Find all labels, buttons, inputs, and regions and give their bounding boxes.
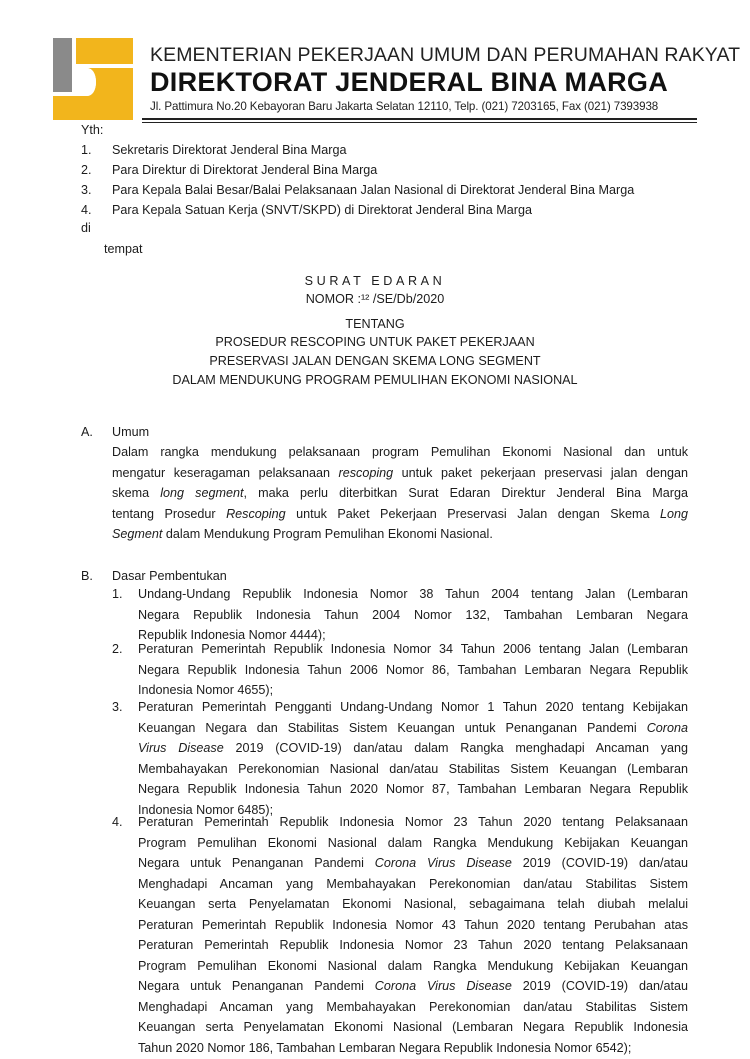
text-line: Indonesia Nomor 6485); bbox=[138, 802, 274, 817]
document-number: NOMOR :¹² /SE/Db/2020 bbox=[305, 292, 445, 306]
legal-basis-text bbox=[138, 697, 688, 820]
legal-basis-number: 3. bbox=[112, 700, 123, 714]
letterhead-rule-thick bbox=[142, 118, 697, 120]
text-line: Negara Republik Indonesia Tahun 2020 Nomor 87, Tambahan Lembaran Negara Republik bbox=[138, 782, 688, 796]
text-line: Keuangan serta Penyelamatan Ekonomi Nasional (Lembaran Negara Republik Indonesia bbox=[138, 1020, 688, 1034]
legal-basis-number: 4. bbox=[112, 815, 123, 829]
tempat-label: tempat bbox=[104, 242, 143, 256]
text-line: Negara untuk Penanganan Pandemi Corona Virus Disease 2019 (COVID-19) dan/atau bbox=[138, 856, 688, 870]
italic-term: Corona Virus Disease bbox=[374, 856, 512, 870]
addressee-item-text: Sekretaris Direktorat Jenderal Bina Marga bbox=[112, 143, 347, 157]
ministry-logo-icon bbox=[53, 38, 133, 120]
text-line: Keuangan Negara dan Stabilitas Sistem Keuangan untuk Penanganan Pandemi Corona bbox=[138, 720, 688, 735]
legal-basis-text bbox=[138, 812, 688, 1058]
text-line: Dalam rangka mendukung pelaksanaan program Pemulihan Ekonomi Nasional dan untuk bbox=[112, 445, 688, 459]
text-line: Peraturan Pemerintah Pengganti Undang-Undang Nomor 1 Tahun 2020 tentang Kebijakan bbox=[138, 700, 688, 714]
text-line: Program Pemulihan Ekonomi Nasional dalam Rangka Mendukung Kebijakan Keuangan bbox=[138, 835, 688, 850]
text-line: Negara untuk Penanganan Pandemi Corona Virus Disease 2019 (COVID-19) dan/atau bbox=[138, 979, 688, 993]
section-b-label: B. bbox=[81, 569, 93, 583]
text-line: Keuangan serta Penyelamatan Ekonomi Nasional, sebagaimana telah diubah melalui bbox=[138, 897, 688, 911]
subject-line: DALAM MENDUKUNG PROGRAM PEMULIHAN EKONOMI NASIONAL bbox=[172, 373, 578, 387]
addressee-item-number: 3. bbox=[81, 183, 92, 197]
yth-label: Yth: bbox=[81, 123, 104, 137]
di-label: di bbox=[81, 221, 91, 235]
legal-basis-text bbox=[138, 584, 688, 646]
italic-term: Segment bbox=[112, 527, 163, 541]
subject-line: PROSEDUR RESCOPING UNTUK PAKET PEKERJAAN bbox=[215, 335, 535, 349]
logo-yellow-block-top-icon bbox=[76, 38, 133, 64]
text-line: Indonesia Nomor 4655); bbox=[138, 683, 274, 697]
legal-basis-number: 1. bbox=[112, 587, 123, 601]
addressee-item-text: Para Kepala Balai Besar/Balai Pelaksanaan Jalan Nasional di Direktorat Jenderal Bina Marga bbox=[112, 183, 635, 197]
text-line: Peraturan Pemerintah Republik Indonesia Nomor 23 Tahun 2020 tentang Pelaksanaan bbox=[138, 815, 688, 829]
section-a-heading: Umum bbox=[112, 425, 150, 439]
office-address: Jl. Pattimura No.20 Kebayoran Baru Jakarta Selatan 12110, Telp. (021) 7203165, Fax (021) 7393938 bbox=[150, 100, 659, 113]
text-line: Peraturan Pemerintah Republik Indonesia Nomor 23 Tahun 2020 tentang Pelaksanaan bbox=[138, 938, 688, 952]
letterhead-rule-thin bbox=[142, 122, 697, 123]
section-a-label: A. bbox=[81, 425, 93, 439]
text-line: Virus Disease 2019 (COVID-19) dan/atau dalam Rangka menghadapi Ancaman yang bbox=[138, 741, 688, 755]
italic-term: Corona Virus Disease bbox=[374, 979, 512, 993]
addressee-item-number: 2. bbox=[81, 163, 92, 177]
addressee-item-number: 4. bbox=[81, 203, 92, 217]
text-line: Membahayakan Perekonomian Nasional dan/atau Stabilitas Sistem Keuangan (Lembaran bbox=[138, 761, 688, 776]
section-b-heading: Dasar Pembentukan bbox=[112, 569, 227, 583]
italic-term: Rescoping bbox=[226, 506, 286, 521]
logo-white-cut-icon bbox=[76, 68, 96, 96]
ministry-name: KEMENTERIAN PEKERJAAN UMUM DAN PERUMAHAN RAKYAT bbox=[150, 44, 741, 66]
text-line: Segment dalam Mendukung Program Pemulihan Ekonomi Nasional. bbox=[112, 527, 493, 541]
logo-gray-block-icon bbox=[53, 38, 72, 92]
text-line: skema long segment, maka perlu diterbitkan Surat Edaran Direktur Jenderal Bina Marga bbox=[112, 486, 688, 500]
legal-basis-number: 2. bbox=[112, 642, 123, 656]
text-line: Peraturan Pemerintah Republik Indonesia Nomor 34 Tahun 2006 tentang Jalan (Lembaran bbox=[138, 642, 688, 656]
text-line: Program Pemulihan Ekonomi Nasional dalam Rangka Mendukung Kebijakan Keuangan bbox=[138, 958, 688, 973]
addressee-item-text: Para Kepala Satuan Kerja (SNVT/SKPD) di Direktorat Jenderal Bina Marga bbox=[112, 203, 532, 217]
text-line: tentang Prosedur Rescoping untuk Paket Pekerjaan Preservasi Jalan dengan Skema Long bbox=[112, 506, 688, 521]
text-line: Tahun 2020 Nomor 186, Tambahan Lembaran Negara Republik Indonesia Nomor 6542); bbox=[138, 1040, 632, 1055]
addressee-item-number: 1. bbox=[81, 143, 92, 157]
addressee-item-text: Para Direktur di Direktorat Jenderal Bina Marga bbox=[112, 163, 378, 177]
legal-basis-text bbox=[138, 639, 688, 701]
text-line: Republik Indonesia Nomor 4444); bbox=[138, 628, 326, 642]
text-line: mengatur keseragaman pelaksanaan rescoping untuk paket pekerjaan preservasi jalan dengan bbox=[112, 465, 688, 480]
tentang-label: TENTANG bbox=[345, 317, 405, 331]
italic-term: long segment bbox=[160, 486, 244, 500]
subject-line: PRESERVASI JALAN DENGAN SKEMA LONG SEGMENT bbox=[209, 354, 541, 368]
italic-term: Corona bbox=[646, 720, 688, 735]
surat-edaran-title: SURAT EDARAN bbox=[304, 274, 446, 288]
italic-term: Virus Disease bbox=[138, 741, 224, 755]
italic-term: rescoping bbox=[338, 465, 394, 480]
text-line: Menghadapi Ancaman yang Membahayakan Perekonomian dan/atau Stabilitas Sistem bbox=[138, 876, 688, 891]
text-line: Peraturan Pemerintah Republik Indonesia Nomor 43 Tahun 2020 tentang Perubahan atas bbox=[138, 917, 688, 932]
text-line: Negara Republik Indonesia Tahun 2006 Nomor 86, Tambahan Lembaran Negara Republik bbox=[138, 662, 688, 677]
italic-term: Long bbox=[659, 506, 688, 521]
text-line: Undang-Undang Republik Indonesia Nomor 38 Tahun 2004 tentang Jalan (Lembaran bbox=[138, 587, 688, 601]
text-line: Negara Republik Indonesia Tahun 2004 Nomor 132, Tambahan Lembaran Negara bbox=[138, 607, 688, 622]
text-line: Menghadapi Ancaman yang Membahayakan Perekonomian dan/atau Stabilitas Sistem bbox=[138, 999, 688, 1014]
directorate-name: DIREKTORAT JENDERAL BINA MARGA bbox=[150, 67, 669, 97]
section-a-paragraph bbox=[112, 442, 688, 545]
